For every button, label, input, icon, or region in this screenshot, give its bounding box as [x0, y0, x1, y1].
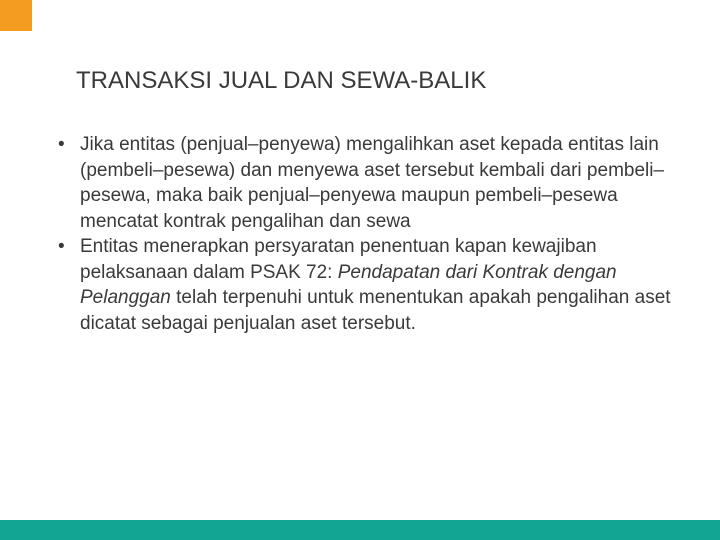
bullet-text-before: Entitas menerapkan persyaratan penentuan kapan kewajiban pelaksanaan dalam PSAK 72:	[80, 236, 597, 283]
bullet-text: Jika entitas (penjual–penyewa) mengalihkan aset kepada entitas lain (pembeli–pesewa) dan menyewa aset tersebut kembali dari pembeli–pesewa, maka baik penjual–penyewa maupun pembeli–pesewa mencatat kontrak pengalihan dan sewa	[80, 134, 665, 232]
bullet-item-sale-leaseback	[58, 132, 686, 234]
bullet-text-standard-title: Pendapatan dari Kontrak dengan Pelanggan	[80, 261, 617, 308]
bullet-item-psak-72	[58, 234, 686, 336]
bullet-text-after: telah terpenuhi untuk menentukan apakah pengalihan aset dicatat sebagai penjualan aset tersebut.	[80, 287, 671, 334]
slide-title: TRANSAKSI JUAL DAN SEWA-BALIK	[76, 67, 487, 94]
footer-bar	[0, 520, 720, 540]
bullet-marker: •	[58, 236, 65, 257]
accent-square	[0, 0, 32, 31]
bullet-list	[58, 132, 686, 336]
bullet-marker: •	[58, 134, 65, 155]
